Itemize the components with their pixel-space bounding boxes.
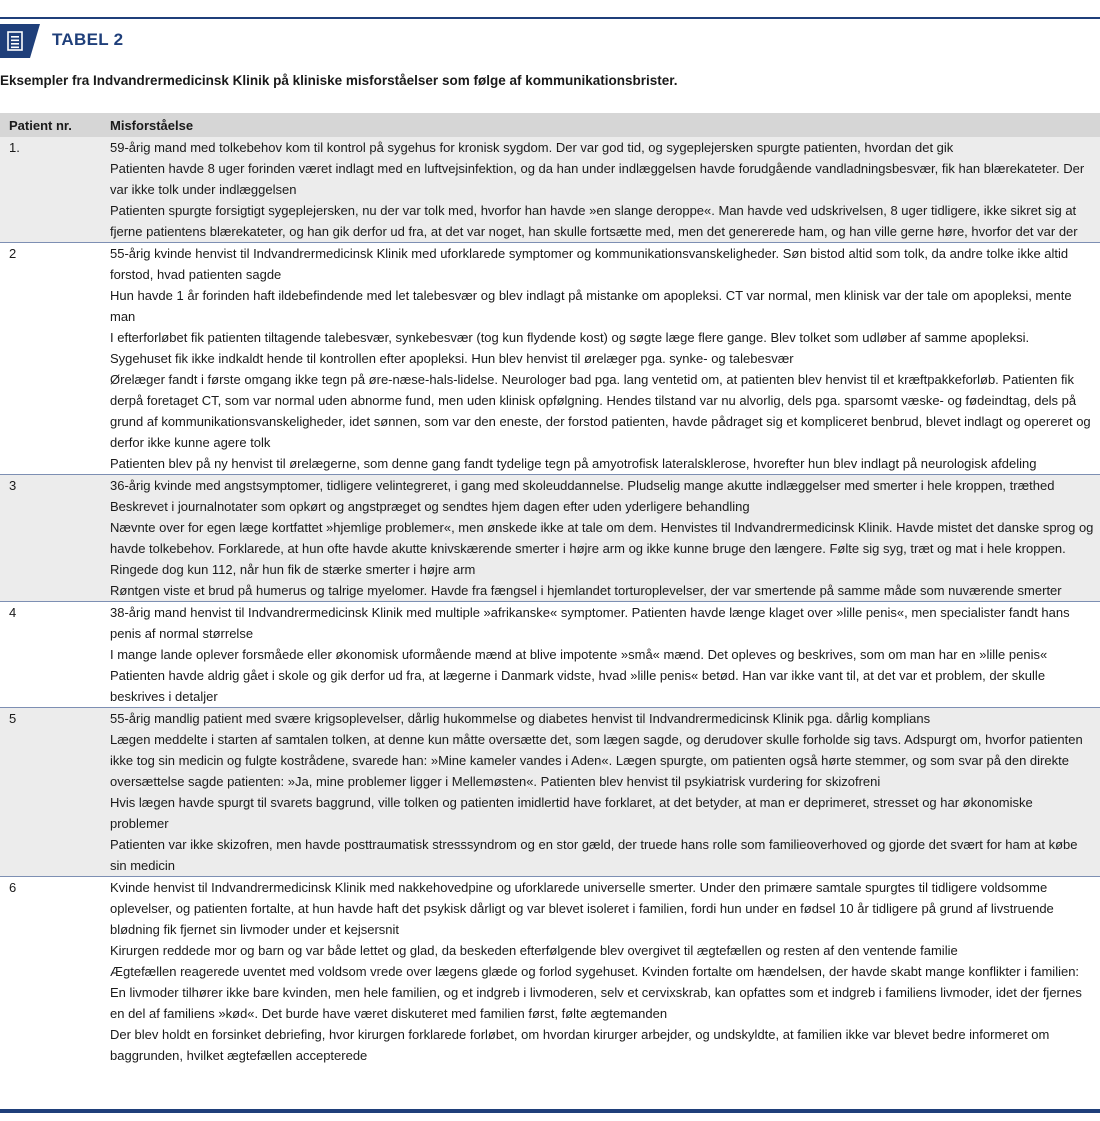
column-header-misforstaaelse: Misforståelse xyxy=(109,113,1100,137)
misunderstandings-table xyxy=(0,113,1100,1066)
top-rule xyxy=(0,17,1100,19)
case-paragraph: Patienten var ikke skizofren, men havde posttraumatisk stresssyndrom og en stor gæld, der truede hans rolle som familieoverhoved og gjorde det svært for ham at købe sin medicin xyxy=(110,837,1078,873)
misunderstanding-cell xyxy=(109,243,1100,475)
case-paragraph: 38-årig mand henvist til Indvandrermedicinsk Klinik med multiple »afrikanske« symptomer. Patienten havde længe klaget over »lille penis«, men specialister fandt hans penis af normal størrelse xyxy=(110,605,1070,641)
case-paragraph: Hvis lægen havde spurgt til svarets baggrund, ville tolken og patienten imidlertid have forklaret, at det betyder, at man er deprimeret, stresset og har økonomiske problemer xyxy=(110,795,1033,831)
misunderstanding-cell xyxy=(109,877,1100,1067)
table-row xyxy=(0,137,1100,243)
table-row xyxy=(0,877,1100,1067)
case-paragraph: Hun havde 1 år forinden haft ildebefindende med let talebesvær og blev indlagt på mistanke om apopleksi. CT var normal, men klinisk var der tale om apopleksi, mente man xyxy=(110,288,1072,324)
case-paragraph: 55-årig kvinde henvist til Indvandrermedicinsk Klinik med uforklarede symptomer og kommunikationsvanskeligheder. Søn bistod altid som tolk, da andre tolke ikke altid forstod, hvad patienten sagde xyxy=(110,246,1069,282)
misunderstanding-cell xyxy=(109,137,1100,243)
label-slant xyxy=(30,24,40,58)
case-paragraph: 36-årig kvinde med angstsymptomer, tidligere velintegreret, i gang med skoleuddannelse. Pludselig mange akutte indlæggelser med smerter i hele kroppen, træthed xyxy=(110,478,1055,493)
case-paragraph: Der blev holdt en forsinket debriefing, hvor kirurgen forklarede forløbet, om hvordan kirurger arbejder, og undskyldte, at familien ikke var blevet bedre informeret om baggrunden, hvilket ægtefællen accepterede xyxy=(110,1027,1050,1063)
case-paragraph: 55-årig mandlig patient med svære krigsoplevelser, dårlig hukommelse og diabetes henvist til Indvandrermedicinsk Klinik pga. dårlig komplians xyxy=(110,711,931,726)
patient-number-cell: 5 xyxy=(0,708,109,877)
case-paragraph: Beskrevet i journalnotater som opkørt og angstpræget og sendtes hjem dagen efter uden yderligere behandling xyxy=(110,499,750,514)
table-caption: Eksempler fra Indvandrermedicinsk Klinik på kliniske misforståelser som følge af kommunikationsbrister. xyxy=(0,73,678,88)
patient-number-cell: 3 xyxy=(0,475,109,602)
case-paragraph: Patienten havde aldrig gået i skole og gik derfor ud fra, at lægerne i Danmark vidste, hvad »lille penis« betød. Han var ikke vant til, at det var et problem, der skulle beskrives i detaljer xyxy=(110,668,1046,704)
table-header-bar xyxy=(0,24,300,58)
case-paragraph: Ørelæger fandt i første omgang ikke tegn på øre-næse-hals-lidelse. Neurologer bad pga. lang ventetid om, at patienten blev henvist til et kræftpakkeforløb. Patienten fik derpå foretaget CT, som var normal uden abnorme fund, men uden klinisk opfølgning. Hendes tilstand var nu alvorlig, dels pga. sparsomt væske- og fødeindtag, dels på grund af kommunikationsvanskeligheder, idet sønnen, som var den eneste, der forstod patienten, havde pådraget sig et kompliceret benbrud, blevet indlagt og opereret og derfor ikke kunne agere tolk xyxy=(110,372,1091,450)
table-header-row xyxy=(0,113,1100,137)
table-row xyxy=(0,475,1100,602)
table-row xyxy=(0,243,1100,475)
misunderstanding-cell xyxy=(109,708,1100,877)
table-number-title: TABEL 2 xyxy=(52,30,124,49)
table-label-box xyxy=(0,24,30,58)
case-paragraph: 59-årig mand med tolkebehov kom til kontrol på sygehus for kronisk sygdom. Der var god tid, og sygeplejersken spurgte patienten, hvordan det gik xyxy=(110,140,954,155)
bottom-rule xyxy=(0,1109,1100,1113)
table-row xyxy=(0,602,1100,708)
misunderstanding-cell xyxy=(109,475,1100,602)
patient-number-cell: 4 xyxy=(0,602,109,708)
case-paragraph: Patienten blev på ny henvist til ørelægerne, som denne gang fandt tydelige tegn på amyotrofisk lateralsklerose, hvorefter hun blev indlagt på neurologisk afdeling xyxy=(110,456,1037,471)
case-paragraph: Lægen meddelte i starten af samtalen tolken, at denne kun måtte oversætte det, som lægen sagde, og derudover skulle forholde sig tavs. Adspurgt om, hvorfor patienten ikke tog sin medicin og fulgte kostrådene, svarede han: »Mine kameler vandes i Aden«. Lægen spurgte, om patienten også hørte stemmer, og som svar på den direkte oversættelse sagde patienten: »Ja, mine problemer ligger i Mellemøsten«. Patienten blev henvist til psykiatrisk vurdering for skizofreni xyxy=(110,732,1083,789)
case-paragraph: Kvinde henvist til Indvandrermedicinsk Klinik med nakkehovedpine og uforklarede universelle smerter. Under den primære samtale spurgtes til tidligere voldsomme oplevelser, og patienten fortalte, at hun havde haft det psykisk dårligt og var blevet isoleret i familien, fordi hun under en fødsel 10 år tidligere på grund af livstruende blødning fik fjernet sin livmoder under et kejsersnit xyxy=(110,880,1054,937)
case-paragraph: Patienten spurgte forsigtigt sygeplejersken, nu der var tolk med, hvorfor han havde »en slange deroppe«. Man havde ved udskrivelsen, 8 uger tidligere, ikke sikret sig at fjerne patientens blærekateter, og han gik derfor ud fra, at det var noget, han skulle fortsætte med, men det genererede ham, og han ville gerne høre, hvorfor det var der xyxy=(110,203,1078,239)
misunderstanding-cell xyxy=(109,602,1100,708)
patient-number-cell: 6 xyxy=(0,877,109,1067)
table-row xyxy=(0,708,1100,877)
column-header-patient-nr: Patient nr. xyxy=(0,113,109,137)
case-paragraph: Kirurgen reddede mor og barn og var både lettet og glad, da beskeden efterfølgende blev overgivet til ægtefællen og resten af den ventende familie xyxy=(110,943,958,958)
case-paragraph: Patienten havde 8 uger forinden været indlagt med en luftvejsinfektion, og da han under indlæggelsen havde forudgående vandladningsbesvær, fik han blærekateter. Der var ikke tolk under indlæggelsen xyxy=(110,161,1085,197)
case-paragraph: Ægtefællen reagerede uventet med voldsom vrede over lægens glæde og forlod sygehuset. Kvinden fortalte om hændelsen, der havde skabt mange konflikter i familien: En livmoder tilhører ikke bare kvinden, men hele familien, og et indgreb i livmoderen, selv et cervixskrab, kan opfattes som et indgreb i familiens livmoder, idet der fjernes en del af familiens »kød«. Det burde have været diskuteret med familien først, følte ægtemanden xyxy=(110,964,1082,1021)
document-list-icon xyxy=(7,31,23,51)
case-paragraph: I efterforløbet fik patienten tiltagende talebesvær, synkebesvær (tog kun flydende kost) og søgte læge flere gange. Blev tolket som udløber af samme apopleksi. Sygehuset fik ikke indkaldt hende til kontrollen efter apopleksi. Hun blev henvist til ørelæger pga. synke- og talebesvær xyxy=(110,330,1030,366)
patient-number-cell: 1. xyxy=(0,137,109,243)
table-container xyxy=(0,113,1100,1066)
case-paragraph: I mange lande oplever forsmåede eller økonomisk uformående mænd at blive impotente »små« mænd. Det opleves og beskrives, som om man har en »lille penis« xyxy=(110,647,1048,662)
case-paragraph: Røntgen viste et brud på humerus og talrige myelomer. Havde fra fængsel i hjemlandet torturoplevelser, der var smertende på samme måde som nuværende smerter xyxy=(110,583,1062,598)
patient-number-cell: 2 xyxy=(0,243,109,475)
case-paragraph: Nævnte over for egen læge kortfattet »hjemlige problemer«, men ønskede ikke at tale om dem. Henvistes til Indvandrermedicinsk Klinik. Havde mistet det danske sprog og havde tolkebehov. Forklarede, at hun ofte havde akutte knivskærende smerter i højre arm og ikke kunne bruge den længere. Følte sig syg, træt og mat i hele kroppen. Ringede dog kun 112, når hun fik de stærke smerter i højre arm xyxy=(110,520,1094,577)
table-body xyxy=(0,137,1100,1066)
